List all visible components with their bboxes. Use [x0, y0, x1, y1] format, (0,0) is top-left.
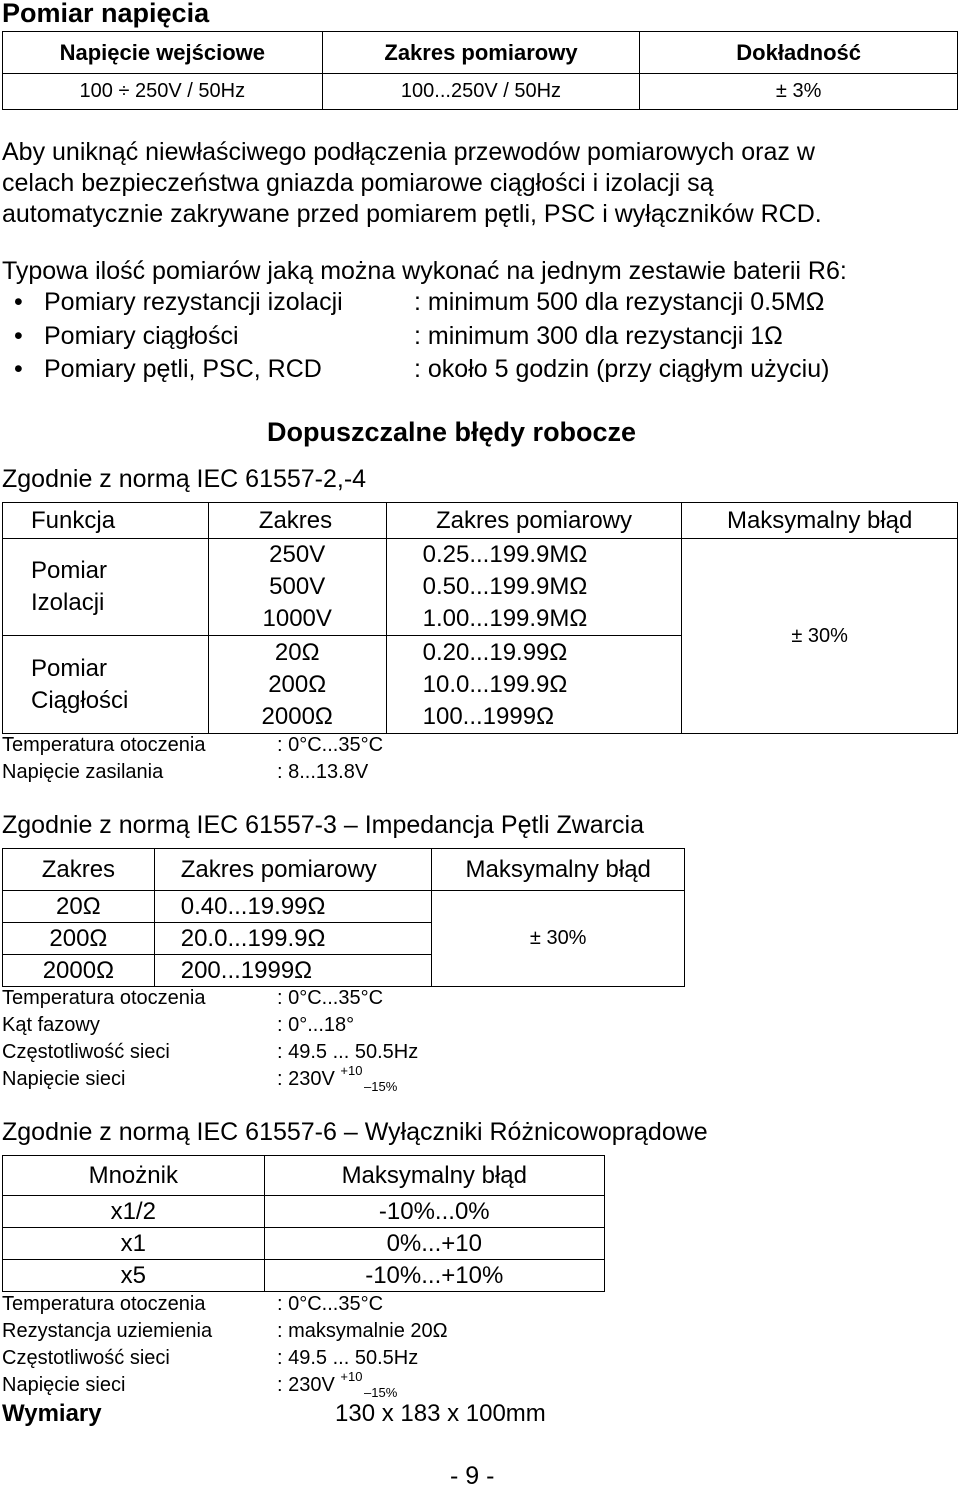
paragraph-line: automatycznie zakrywane przed pomiarem pętli, PSC i wyłączników RCD.	[2, 200, 822, 228]
header-cell: Maksymalny błąd	[432, 849, 685, 891]
spec-label: Napięcie sieci	[2, 1068, 126, 1090]
paragraph-line: celach bezpieczeństwa gniazda pomiarowe ciągłości i izolacji są	[2, 169, 714, 197]
spec-label: Temperatura otoczenia	[2, 734, 206, 756]
function-label: Izolacji	[31, 589, 105, 616]
measure-range-value: 0.25...199.9MΩ	[422, 541, 588, 568]
spec-label: Rezystancja uziemienia	[2, 1320, 213, 1342]
max-error-cell: ± 30%	[432, 891, 685, 987]
spec-label: Częstotliwość sieci	[2, 1347, 170, 1369]
range-cell	[208, 539, 386, 636]
section-heading: Dopuszczalne błędy robocze	[267, 417, 637, 447]
range-value: 200Ω	[268, 670, 327, 698]
measure-range-value: 0.50...199.9MΩ	[422, 573, 588, 600]
table-cell: ± 3%	[640, 74, 958, 110]
spec-value: : 0°C...35°C	[277, 734, 384, 756]
table-cell: -10%...+10%	[264, 1260, 604, 1292]
table-cell: 0.40...19.99Ω	[154, 891, 432, 923]
list-item-label: • Pomiary pętli, PSC, RCD	[44, 354, 322, 385]
norm-heading: Zgodnie z normą IEC 61557-2,-4	[2, 465, 367, 493]
spec-value: : 0°C...35°C	[277, 1293, 384, 1315]
spec-label: Temperatura otoczenia	[2, 987, 206, 1009]
table-cell: 200Ω	[3, 923, 155, 955]
loop-impedance-table	[2, 848, 685, 987]
spec-label: Napięcie sieci	[2, 1374, 126, 1396]
header-cell: Mnożnik	[3, 1156, 265, 1196]
range-cell	[208, 636, 386, 734]
range-value: 20Ω	[274, 638, 320, 666]
voltage-table	[2, 31, 958, 110]
spec-value: : 49.5 ... 50.5Hz	[277, 1347, 419, 1369]
isolation-table	[2, 502, 958, 734]
norm-heading: Zgodnie z normą IEC 61557-3 – Impedancja Pętli Zwarcia	[2, 811, 644, 839]
table-cell: 2000Ω	[3, 955, 155, 987]
function-cell	[3, 636, 209, 734]
function-cell	[3, 539, 209, 636]
measure-range-value: 100...1999Ω	[422, 702, 555, 730]
measure-range-cell	[386, 539, 682, 636]
max-error-cell: ± 30%	[682, 539, 958, 734]
spec-label: Częstotliwość sieci	[2, 1041, 170, 1063]
measure-range-value: 0.20...19.99Ω	[422, 638, 568, 666]
function-label: Pomiar	[31, 557, 108, 584]
list-item-value: : około 5 godzin (przy ciągłym użyciu)	[414, 355, 830, 383]
table-cell: 20Ω	[3, 891, 155, 923]
spec-label: Temperatura otoczenia	[2, 1293, 206, 1315]
table-cell: 200...1999Ω	[154, 955, 432, 987]
header-cell: Zakres pomiarowy	[154, 849, 432, 891]
page-title: Pomiar napięcia	[2, 0, 210, 28]
table-cell: -10%...0%	[264, 1196, 604, 1228]
spec-value	[277, 1063, 398, 1094]
spec-value: : 0°...18°	[277, 1014, 355, 1036]
header-cell: Zakres pomiarowy	[322, 32, 640, 74]
header-cell: Dokładność	[640, 32, 958, 74]
header-cell: Zakres	[208, 503, 386, 539]
list-item-label: • Pomiary ciągłości	[44, 321, 239, 352]
paragraph-line: Aby uniknąć niewłaściwego podłączenia przewodów pomiarowych oraz w	[2, 138, 815, 166]
voltage-value: : 230V	[277, 1374, 335, 1396]
page-number: - 9 -	[450, 1462, 495, 1490]
range-value: 1000V	[262, 605, 332, 632]
list-item-label: • Pomiary rezystancji izolacji	[44, 287, 343, 318]
header-cell: Maksymalny błąd	[264, 1156, 604, 1196]
spec-value: : maksymalnie 20Ω	[277, 1320, 448, 1342]
list-item-value: : minimum 300 dla rezystancji 1Ω	[414, 322, 783, 350]
header-cell: Zakres	[3, 849, 155, 891]
tolerance-minus: –15%	[364, 1079, 398, 1094]
table-cell: x1	[3, 1228, 265, 1260]
table-cell: x5	[3, 1260, 265, 1292]
header-cell: Zakres pomiarowy	[386, 503, 682, 539]
rcd-table	[2, 1155, 605, 1292]
measure-range-value: 10.0...199.9Ω	[422, 670, 568, 698]
header-cell: Funkcja	[3, 503, 209, 539]
list-item-value: : minimum 500 dla rezystancji 0.5MΩ	[414, 288, 825, 316]
tolerance-plus: +10	[340, 1063, 363, 1078]
spec-label: Kąt fazowy	[2, 1014, 100, 1036]
range-value: 2000Ω	[261, 702, 333, 730]
table-cell: 20.0...199.9Ω	[154, 923, 432, 955]
table-cell: 0%...+10	[264, 1228, 604, 1260]
measure-range-cell	[386, 636, 682, 734]
range-value: 500V	[269, 573, 326, 600]
header-cell: Napięcie wejściowe	[3, 32, 323, 74]
spec-value: : 8...13.8V	[277, 761, 369, 783]
voltage-value: : 230V	[277, 1068, 335, 1090]
dimensions-value: 130 x 183 x 100mm	[335, 1400, 546, 1427]
spec-value	[277, 1369, 398, 1400]
norm-heading: Zgodnie z normą IEC 61557-6 – Wyłączniki Różnicowoprądowe	[2, 1118, 708, 1146]
tolerance-minus: –15%	[364, 1385, 398, 1400]
spec-value: : 49.5 ... 50.5Hz	[277, 1041, 419, 1063]
function-label: Ciągłości	[31, 686, 129, 714]
measure-range-value: 1.00...199.9MΩ	[422, 605, 588, 632]
function-label: Pomiar	[31, 654, 108, 682]
range-value: 250V	[269, 541, 326, 568]
tolerance-plus: +10	[340, 1369, 363, 1384]
table-cell: x1/2	[3, 1196, 265, 1228]
header-cell: Maksymalny błąd	[682, 503, 958, 539]
battery-intro: Typowa ilość pomiarów jaką można wykonać na jednym zestawie baterii R6:	[2, 257, 847, 285]
dimensions-label: Wymiary	[2, 1400, 102, 1427]
table-cell: 100...250V / 50Hz	[322, 74, 640, 110]
spec-value: : 0°C...35°C	[277, 987, 384, 1009]
table-cell: 100 ÷ 250V / 50Hz	[3, 74, 323, 110]
spec-label: Napięcie zasilania	[2, 761, 164, 783]
